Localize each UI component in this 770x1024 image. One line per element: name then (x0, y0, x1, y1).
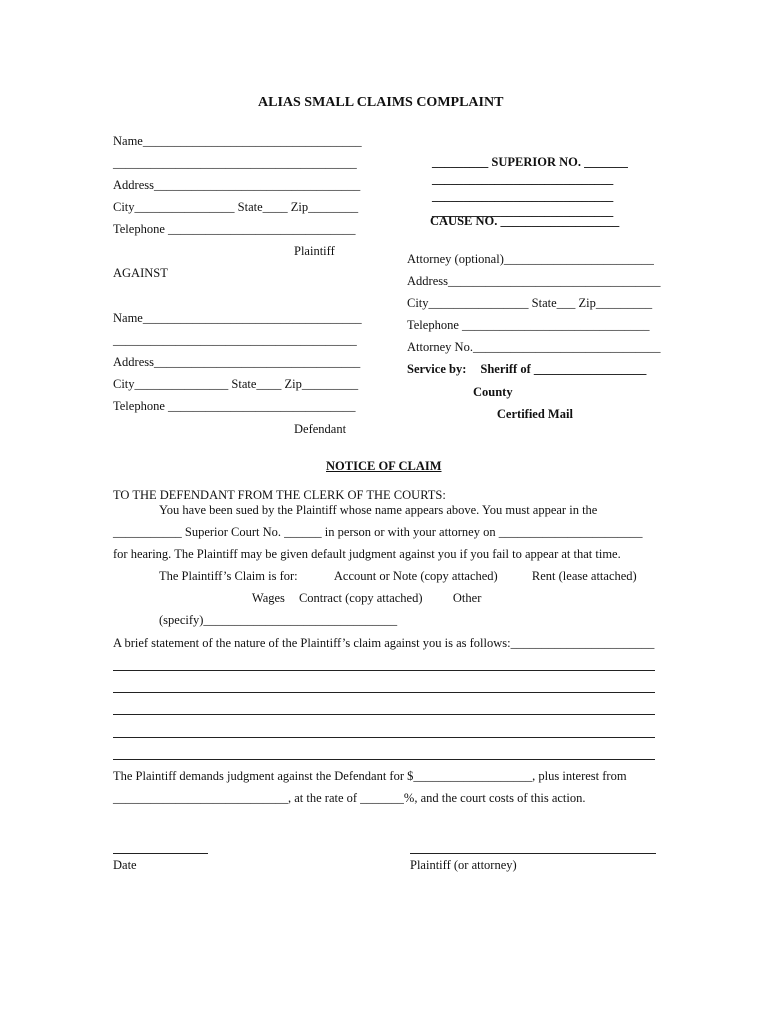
notice-line-1: You have been sued by the Plaintiff whose name appears above. You must appear in the (159, 503, 598, 517)
notice-line-3: for hearing. The Plaintiff may be given default judgment against you if you fail to appear at that time. (113, 547, 621, 561)
certified-mail-checkbox[interactable] (486, 410, 494, 421)
plaintiff-telephone-field[interactable]: Telephone ______________________________ (113, 222, 356, 236)
attorney-telephone-field[interactable]: Telephone ______________________________ (407, 318, 650, 332)
certified-mail-label: Certified Mail (486, 407, 563, 421)
attorney-address-field[interactable]: Address__________________________________ (407, 274, 661, 288)
date-signature-line[interactable] (113, 853, 208, 854)
demand-line-2[interactable]: ____________________________, at the rate of _______%, and the court costs of this action. (113, 791, 586, 805)
contract-checkbox[interactable] (288, 594, 296, 605)
wages-checkbox[interactable] (241, 594, 249, 605)
claim-for-label: The Plaintiff’s Claim is for: (159, 569, 298, 583)
certified-mail-row (486, 407, 573, 423)
notice-line-2[interactable]: ___________ Superior Court No. ______ in person or with your attorney on _______________________ (113, 525, 643, 539)
court-blank-line-2[interactable]: _____________________________ (432, 189, 614, 203)
sheriff-of-field[interactable]: Sheriff of __________________ (469, 362, 636, 376)
plaintiff-address-field[interactable]: Address_________________________________ (113, 178, 361, 192)
form-title: ALIAS SMALL CLAIMS COMPLAINT (258, 95, 504, 110)
demand-line-1[interactable]: The Plaintiff demands judgment against the Defendant for $___________________, plus interest from (113, 769, 627, 783)
statement-line-4[interactable] (113, 737, 655, 738)
defendant-city-state-zip[interactable]: City_______________ State____ Zip_________ (113, 377, 359, 391)
plaintiff-signature-label: Plaintiff (or attorney) (410, 858, 517, 872)
plaintiff-city-state-zip[interactable]: City________________ State____ Zip________ (113, 200, 359, 214)
statement-line-2[interactable] (113, 692, 655, 693)
date-label: Date (113, 858, 137, 872)
defendant-name-field[interactable]: Name___________________________________ (113, 311, 362, 325)
notice-to-line: TO THE DEFENDANT FROM THE CLERK OF THE COURTS: (113, 488, 446, 502)
rent-checkbox[interactable] (521, 572, 529, 583)
specify-field[interactable]: (specify)_______________________________ (159, 613, 398, 627)
service-by-label: Service by: (407, 362, 467, 376)
brief-statement-field[interactable]: A brief statement of the nature of the Plaintiff’s claim against you is as follows:_______________________ (113, 636, 655, 650)
attorney-city-state-zip[interactable]: City________________ State___ Zip_________ (407, 296, 653, 310)
court-blank-line-1[interactable]: _____________________________ (432, 172, 614, 186)
plaintiff-label: Plaintiff (294, 244, 335, 258)
court-blank-line-3[interactable]: _____________________________ (432, 204, 614, 218)
defendant-address-field[interactable]: Address_________________________________ (113, 355, 361, 369)
contract-label: Contract (copy attached) (277, 591, 401, 605)
superior-no-field[interactable]: _________ SUPERIOR NO. _______ (432, 155, 628, 169)
rent-label: Rent (lease attached) (521, 569, 626, 583)
wages-contract-options (241, 591, 423, 607)
wages-label: Wages (241, 591, 275, 605)
cause-no-field[interactable]: CAUSE NO. ___________________ (430, 214, 620, 228)
rent-option (521, 569, 637, 585)
attorney-number-field[interactable]: Attorney No.______________________________ (407, 340, 661, 354)
plaintiff-name-field[interactable]: Name___________________________________ (113, 134, 362, 148)
statement-line-5[interactable] (113, 759, 655, 760)
sheriff-checkbox[interactable] (469, 365, 477, 376)
other-label: Other (442, 591, 471, 605)
defendant-name-line2[interactable]: _______________________________________ (113, 333, 357, 347)
defendant-telephone-field[interactable]: Telephone ______________________________ (113, 399, 356, 413)
attorney-field[interactable]: Attorney (optional)________________________ (407, 252, 654, 266)
account-label: Account or Note (copy attached) (323, 569, 487, 583)
plaintiff-signature-line[interactable] (410, 853, 656, 854)
statement-line-3[interactable] (113, 714, 655, 715)
service-by-row (407, 362, 646, 378)
account-option (323, 569, 498, 585)
against-label: AGAINST (113, 266, 168, 280)
other-option (442, 591, 481, 607)
statement-line-1[interactable] (113, 670, 655, 671)
plaintiff-name-line2[interactable]: _______________________________________ (113, 156, 357, 170)
county-label: County (473, 385, 513, 399)
other-checkbox[interactable] (442, 594, 450, 605)
defendant-label: Defendant (294, 422, 347, 436)
account-checkbox[interactable] (323, 572, 331, 583)
notice-heading: NOTICE OF CLAIM (326, 459, 442, 473)
